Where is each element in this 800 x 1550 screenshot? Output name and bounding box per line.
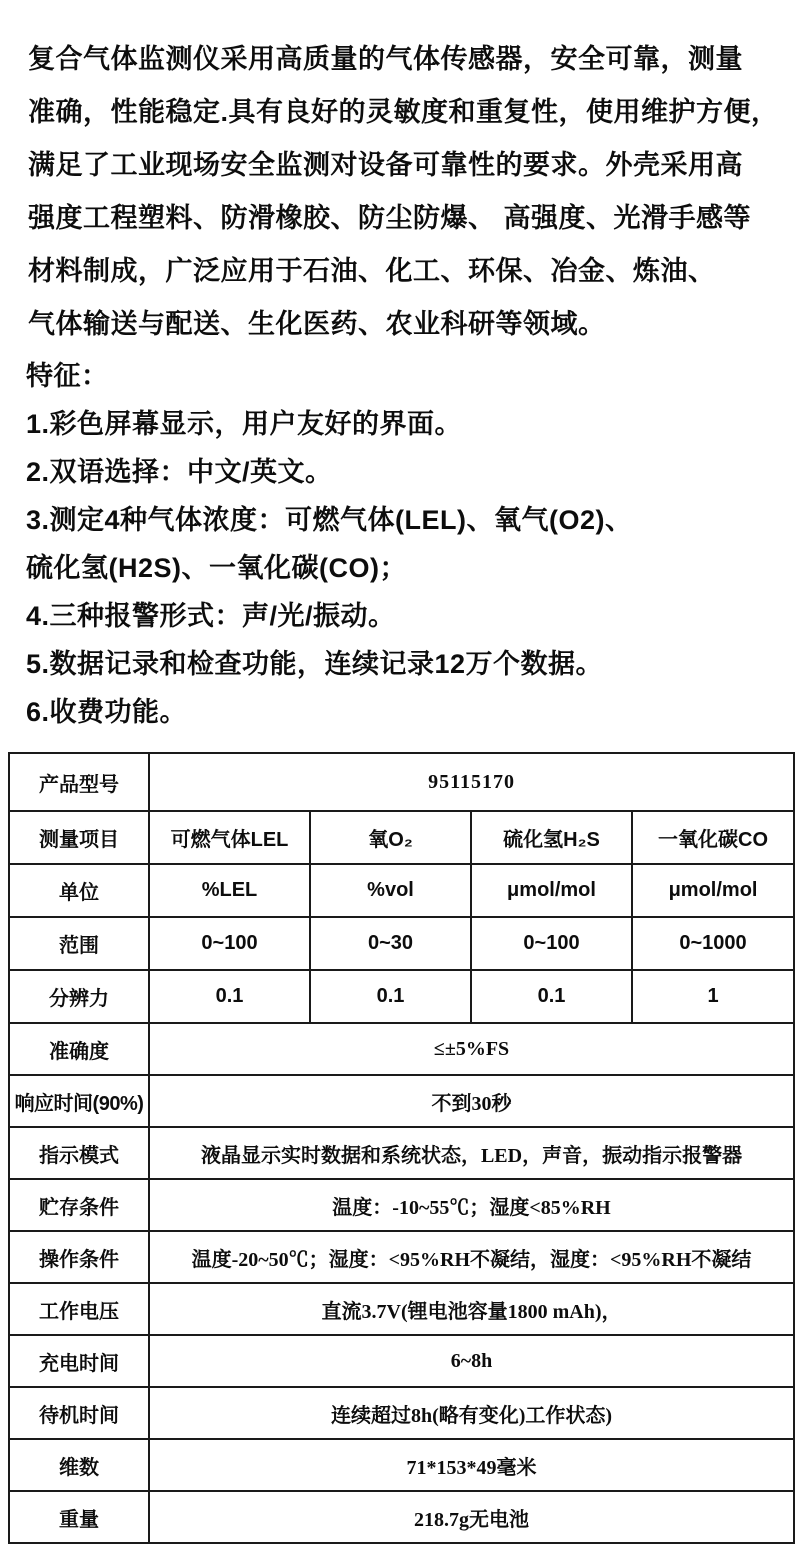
row-label-response-time: 响应时间(90%) (9, 1075, 149, 1127)
row-label-storage-conditions: 贮存条件 (9, 1179, 149, 1231)
table-row-measurement (9, 811, 794, 864)
operating-conditions-value: 温度-20~50℃；湿度：<95%RH不凝结，湿度：<95%RH不凝结 (149, 1231, 794, 1283)
gas-column-co: 一氧化碳CO (632, 811, 794, 864)
table-row-unit (9, 864, 794, 917)
description-line: 复合气体监测仪采用高质量的气体传感器，安全可靠，测量 (28, 44, 743, 74)
table-row-weight (9, 1491, 794, 1543)
unit-value: %LEL (149, 864, 310, 917)
table-row-resolution (9, 970, 794, 1023)
feature-item: 2.双语选择：中文/英文。 (26, 457, 333, 487)
gas-column-h2s: 硫化氢H₂S (471, 811, 632, 864)
weight-value: 218.7g无电池 (149, 1491, 794, 1543)
features-heading: 特征： (26, 361, 109, 391)
table-row-working-voltage (9, 1283, 794, 1335)
table-row-dimensions (9, 1439, 794, 1491)
description-line: 强度工程塑料、防滑橡胶、防尘防爆、 高强度、光滑手感等 (28, 203, 752, 233)
charging-time-value: 6~8h (149, 1335, 794, 1387)
table-row-accuracy (9, 1023, 794, 1075)
storage-conditions-value: 温度：-10~55℃；湿度<85%RH (149, 1179, 794, 1231)
feature-item: 1.彩色屏幕显示，用户友好的界面。 (26, 409, 463, 439)
row-label-product-model: 产品型号 (9, 753, 149, 811)
row-label-indication-mode: 指示模式 (9, 1127, 149, 1179)
unit-value: μmol/mol (471, 864, 632, 917)
features-list (26, 352, 786, 736)
description-line: 满足了工业现场安全监测对设备可靠性的要求。外壳采用高 (28, 150, 743, 180)
row-label-range: 范围 (9, 917, 149, 970)
row-label-dimensions: 维数 (9, 1439, 149, 1491)
table-row-response-time (9, 1075, 794, 1127)
table-row-storage-conditions (9, 1179, 794, 1231)
range-value: 0~100 (149, 917, 310, 970)
row-label-operating-conditions: 操作条件 (9, 1231, 149, 1283)
accuracy-value: ≤±5%FS (149, 1023, 794, 1075)
row-label-charging-time: 充电时间 (9, 1335, 149, 1387)
table-row-indication-mode (9, 1127, 794, 1179)
table-row-range (9, 917, 794, 970)
row-label-weight: 重量 (9, 1491, 149, 1543)
row-label-working-voltage: 工作电压 (9, 1283, 149, 1335)
feature-item: 3.测定4种气体浓度：可燃气体(LEL)、氧气(O2)、 (26, 505, 633, 535)
table-row-standby-time (9, 1387, 794, 1439)
working-voltage-value: 直流3.7V(锂电池容量1800 mAh)， (149, 1283, 794, 1335)
unit-value: %vol (310, 864, 471, 917)
table-row-product-model (9, 753, 794, 811)
gas-column-o2: 氧O₂ (310, 811, 471, 864)
dimensions-value: 71*153*49毫米 (149, 1439, 794, 1491)
feature-item: 6.收费功能。 (26, 697, 188, 727)
resolution-value: 0.1 (471, 970, 632, 1023)
description-line: 准确，性能稳定.具有良好的灵敏度和重复性，使用维护方便， (28, 97, 779, 127)
feature-item: 硫化氢(H2S)、一氧化碳(CO)； (26, 553, 407, 583)
row-label-measurement: 测量项目 (9, 811, 149, 864)
product-model-value: 95115170 (149, 753, 794, 811)
gas-column-lel: 可燃气体LEL (149, 811, 310, 864)
resolution-value: 0.1 (149, 970, 310, 1023)
resolution-value: 0.1 (310, 970, 471, 1023)
product-description (28, 33, 788, 351)
standby-time-value: 连续超过8h(略有变化)工作状态) (149, 1387, 794, 1439)
row-label-resolution: 分辨力 (9, 970, 149, 1023)
description-line: 材料制成，广泛应用于石油、化工、环保、冶金、炼油、 (28, 256, 716, 286)
range-value: 0~100 (471, 917, 632, 970)
resolution-value: 1 (632, 970, 794, 1023)
feature-item: 5.数据记录和检查功能，连续记录12万个数据。 (26, 649, 604, 679)
range-value: 0~1000 (632, 917, 794, 970)
row-label-standby-time: 待机时间 (9, 1387, 149, 1439)
row-label-accuracy: 准确度 (9, 1023, 149, 1075)
row-label-unit: 单位 (9, 864, 149, 917)
table-row-charging-time (9, 1335, 794, 1387)
response-time-value: 不到30秒 (149, 1075, 794, 1127)
unit-value: μmol/mol (632, 864, 794, 917)
range-value: 0~30 (310, 917, 471, 970)
spec-table (8, 752, 795, 1544)
indication-mode-value: 液晶显示实时数据和系统状态，LED，声音，振动指示报警器 (149, 1127, 794, 1179)
table-row-operating-conditions (9, 1231, 794, 1283)
feature-item: 4.三种报警形式：声/光/振动。 (26, 601, 396, 631)
description-line: 气体输送与配送、生化医药、农业科研等领域。 (28, 309, 606, 339)
